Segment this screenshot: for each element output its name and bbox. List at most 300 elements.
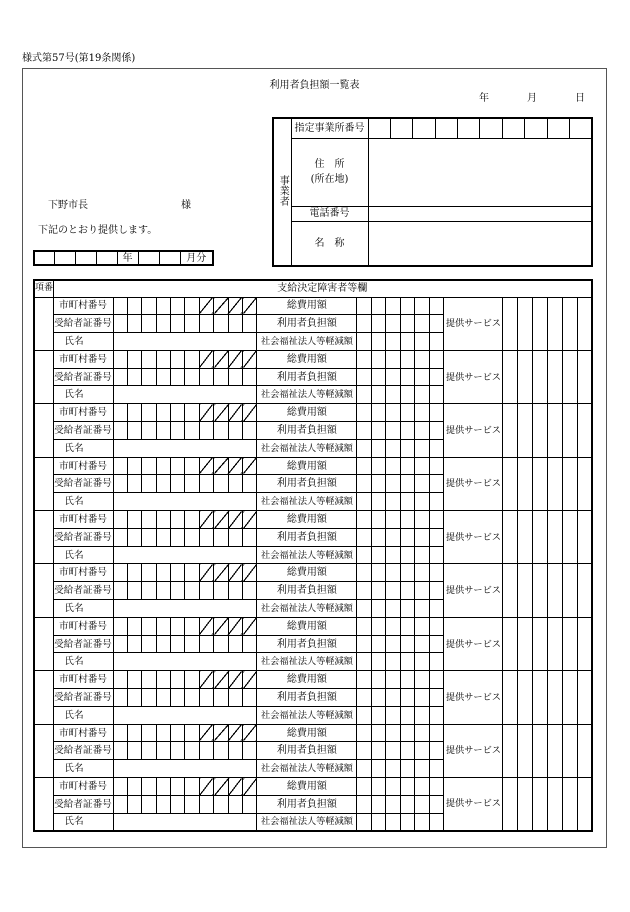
unused-slashed-box — [214, 617, 228, 635]
service-code-box — [562, 564, 577, 617]
recipient-digit-box — [156, 635, 170, 653]
reduction-digit-box — [357, 386, 372, 404]
service-code-box — [577, 617, 592, 670]
recipient-digit-box — [113, 795, 127, 813]
total-cost-digit-box — [429, 617, 444, 635]
municipality-digit-box — [156, 457, 170, 475]
recipient-digit-box — [228, 635, 242, 653]
municipality-digit-box — [185, 617, 199, 635]
municipality-digit-box — [171, 564, 185, 582]
name-value-box — [113, 760, 257, 778]
municipality-digit-box — [113, 297, 127, 315]
recipient-digit-box — [199, 582, 213, 600]
total-cost-digit-box — [371, 564, 386, 582]
total-cost-digit-box — [357, 297, 372, 315]
recipient-digit-box — [171, 742, 185, 760]
municipality-digit-box — [171, 297, 185, 315]
municipality-digit-box — [113, 617, 127, 635]
entry-group — [34, 297, 592, 350]
recipient-digit-box — [171, 689, 185, 707]
recipient-digit-box — [243, 315, 257, 333]
recipient-digit-box — [156, 422, 170, 440]
reduction-digit-box — [429, 333, 444, 351]
recipient-digit-box — [185, 422, 199, 440]
service-code-box — [503, 671, 518, 724]
addressee-name: 下野市長 — [48, 200, 88, 211]
municipality-digit-box — [171, 511, 185, 529]
total-cost-label: 総費用額 — [257, 671, 357, 689]
user-burden-digit-box — [400, 795, 415, 813]
total-cost-digit-box — [386, 617, 401, 635]
reduction-digit-box — [357, 760, 372, 778]
total-cost-digit-box — [371, 350, 386, 368]
addressee-honorific: 様 — [181, 200, 191, 211]
recipient-digit-box — [156, 689, 170, 707]
recipient-digit-box — [113, 315, 127, 333]
recipient-digit-box — [243, 475, 257, 493]
service-code-box — [533, 564, 548, 617]
reduction-digit-box — [371, 439, 386, 457]
user-burden-digit-box — [415, 315, 430, 333]
unused-slashed-box — [199, 511, 213, 529]
phone-value-box — [368, 206, 592, 221]
item-number-cell — [34, 617, 53, 670]
municipality-number-label: 市町村番号 — [53, 404, 113, 422]
reduction-digit-box — [429, 760, 444, 778]
recipient-number-label: 受給者証番号 — [53, 582, 113, 600]
statement-text: 下記のとおり提供します。 — [38, 225, 158, 236]
recipient-digit-box — [199, 422, 213, 440]
social-welfare-reduction-label: 社会福祉法人等軽減額 — [257, 813, 357, 831]
user-burden-digit-box — [415, 528, 430, 546]
municipality-digit-box — [113, 778, 127, 796]
service-code-box — [562, 297, 577, 350]
total-cost-digit-box — [429, 778, 444, 796]
entry-group — [34, 457, 592, 510]
reduction-digit-box — [415, 653, 430, 671]
municipality-digit-box — [142, 404, 156, 422]
service-code-box — [562, 617, 577, 670]
recipient-digit-box — [199, 795, 213, 813]
social-welfare-reduction-label: 社会福祉法人等軽減額 — [257, 706, 357, 724]
reduction-digit-box — [386, 653, 401, 671]
recipient-digit-box — [142, 742, 156, 760]
reduction-digit-box — [400, 600, 415, 618]
service-period-table — [33, 250, 214, 266]
recipient-digit-box — [113, 742, 127, 760]
header-row — [34, 280, 592, 297]
user-burden-digit-box — [415, 795, 430, 813]
reduction-digit-box — [400, 386, 415, 404]
recipient-digit-box — [171, 475, 185, 493]
user-burden-digit-box — [429, 582, 444, 600]
service-code-box — [503, 724, 518, 777]
user-burden-label: 利用者負担額 — [257, 689, 357, 707]
provider-name-label: 名 称 — [291, 221, 368, 266]
reduction-digit-box — [400, 333, 415, 351]
service-code-box — [577, 404, 592, 457]
total-cost-digit-box — [371, 511, 386, 529]
municipality-digit-box — [127, 778, 141, 796]
service-provided-label: 提供サービス — [444, 564, 503, 617]
unused-slashed-box — [228, 671, 242, 689]
reduction-digit-box — [386, 439, 401, 457]
period-year-digit-box — [76, 251, 97, 265]
total-cost-digit-box — [429, 671, 444, 689]
user-burden-digit-box — [371, 368, 386, 386]
recipient-digit-box — [171, 315, 185, 333]
service-code-box — [503, 617, 518, 670]
reduction-digit-box — [386, 600, 401, 618]
period-month-digit-box — [138, 251, 159, 265]
total-cost-digit-box — [429, 297, 444, 315]
recipient-digit-box — [142, 475, 156, 493]
unused-slashed-box — [214, 511, 228, 529]
user-burden-label: 利用者負担額 — [257, 315, 357, 333]
service-provided-label: 提供サービス — [444, 404, 503, 457]
item-number-cell — [34, 457, 53, 510]
user-burden-digit-box — [386, 689, 401, 707]
unused-slashed-box — [243, 671, 257, 689]
unused-slashed-box — [199, 404, 213, 422]
service-provided-label: 提供サービス — [444, 350, 503, 403]
name-label: 氏名 — [53, 706, 113, 724]
entry-row-municipality — [34, 564, 592, 582]
municipality-number-label: 市町村番号 — [53, 297, 113, 315]
municipality-digit-box — [156, 724, 170, 742]
service-code-box — [547, 724, 562, 777]
total-cost-digit-box — [386, 404, 401, 422]
reduction-digit-box — [371, 546, 386, 564]
total-cost-digit-box — [386, 511, 401, 529]
service-provided-label: 提供サービス — [444, 297, 503, 350]
date-year-label: 年 — [479, 93, 489, 104]
name-label: 氏名 — [53, 813, 113, 831]
unused-slashed-box — [199, 350, 213, 368]
unused-slashed-box — [243, 511, 257, 529]
total-cost-digit-box — [400, 350, 415, 368]
recipient-digit-box — [199, 315, 213, 333]
reduction-digit-box — [415, 333, 430, 351]
reduction-digit-box — [400, 706, 415, 724]
recipient-digit-box — [127, 528, 141, 546]
reduction-digit-box — [415, 439, 430, 457]
service-code-box — [547, 778, 562, 831]
unused-slashed-box — [228, 350, 242, 368]
service-code-box — [503, 511, 518, 564]
reduction-digit-box — [386, 706, 401, 724]
recipient-digit-box — [156, 315, 170, 333]
municipality-digit-box — [185, 778, 199, 796]
user-burden-label: 利用者負担額 — [257, 475, 357, 493]
service-code-box — [533, 350, 548, 403]
social-welfare-reduction-label: 社会福祉法人等軽減額 — [257, 333, 357, 351]
recipient-digit-box — [127, 315, 141, 333]
total-cost-digit-box — [400, 671, 415, 689]
reduction-digit-box — [357, 439, 372, 457]
unused-slashed-box — [228, 564, 242, 582]
municipality-digit-box — [171, 404, 185, 422]
municipality-number-label: 市町村番号 — [53, 564, 113, 582]
recipient-digit-box — [156, 528, 170, 546]
reduction-digit-box — [429, 546, 444, 564]
form-title: 利用者負担額一覧表 — [269, 80, 360, 91]
unused-slashed-box — [214, 778, 228, 796]
municipality-digit-box — [171, 671, 185, 689]
total-cost-label: 総費用額 — [257, 297, 357, 315]
name-label: 氏名 — [53, 760, 113, 778]
recipient-number-label: 受給者証番号 — [53, 422, 113, 440]
user-burden-digit-box — [415, 368, 430, 386]
service-code-box — [547, 350, 562, 403]
total-cost-digit-box — [429, 724, 444, 742]
municipality-digit-box — [127, 350, 141, 368]
service-code-box — [547, 564, 562, 617]
social-welfare-reduction-label: 社会福祉法人等軽減額 — [257, 600, 357, 618]
total-cost-digit-box — [357, 778, 372, 796]
name-label: 氏名 — [53, 493, 113, 511]
total-cost-digit-box — [357, 564, 372, 582]
recipient-digit-box — [214, 742, 228, 760]
total-cost-digit-box — [357, 617, 372, 635]
entry-group — [34, 404, 592, 457]
service-code-box — [562, 778, 577, 831]
user-burden-digit-box — [415, 635, 430, 653]
total-cost-digit-box — [400, 617, 415, 635]
total-cost-label: 総費用額 — [257, 617, 357, 635]
municipality-digit-box — [142, 457, 156, 475]
recipient-digit-box — [185, 689, 199, 707]
period-year-digit-box — [96, 251, 117, 265]
period-year-digit-box — [34, 251, 55, 265]
reduction-digit-box — [371, 706, 386, 724]
municipality-digit-box — [113, 350, 127, 368]
municipality-digit-box — [113, 724, 127, 742]
user-burden-digit-box — [400, 315, 415, 333]
name-label: 氏名 — [53, 653, 113, 671]
municipality-digit-box — [156, 350, 170, 368]
reduction-digit-box — [400, 493, 415, 511]
municipality-digit-box — [127, 617, 141, 635]
service-code-box — [503, 404, 518, 457]
service-code-box — [518, 297, 533, 350]
municipality-digit-box — [185, 350, 199, 368]
office-number-digit-box — [413, 118, 435, 138]
recipient-digit-box — [243, 528, 257, 546]
service-code-box — [518, 724, 533, 777]
service-code-box — [577, 511, 592, 564]
total-cost-digit-box — [371, 724, 386, 742]
total-cost-digit-box — [415, 617, 430, 635]
unused-slashed-box — [199, 671, 213, 689]
recipient-digit-box — [185, 475, 199, 493]
recipient-digit-box — [142, 582, 156, 600]
user-burden-digit-box — [386, 475, 401, 493]
reduction-digit-box — [400, 813, 415, 831]
total-cost-digit-box — [429, 564, 444, 582]
unused-slashed-box — [199, 778, 213, 796]
unused-slashed-box — [228, 457, 242, 475]
recipient-digit-box — [127, 475, 141, 493]
total-cost-digit-box — [415, 511, 430, 529]
recipient-digit-box — [127, 422, 141, 440]
user-burden-digit-box — [400, 368, 415, 386]
reduction-digit-box — [371, 653, 386, 671]
phone-row — [273, 206, 592, 221]
municipality-digit-box — [127, 457, 141, 475]
user-burden-digit-box — [357, 528, 372, 546]
recipient-digit-box — [127, 635, 141, 653]
service-code-box — [562, 457, 577, 510]
total-cost-digit-box — [371, 778, 386, 796]
name-label: 氏名 — [53, 546, 113, 564]
reduction-digit-box — [357, 493, 372, 511]
municipality-digit-box — [171, 617, 185, 635]
municipality-digit-box — [142, 778, 156, 796]
recipient-digit-box — [243, 422, 257, 440]
total-cost-digit-box — [357, 511, 372, 529]
recipient-digit-box — [113, 635, 127, 653]
total-cost-digit-box — [400, 778, 415, 796]
reduction-digit-box — [429, 600, 444, 618]
user-burden-digit-box — [386, 368, 401, 386]
recipient-digit-box — [228, 528, 242, 546]
office-number-label: 指定事業所番号 — [291, 118, 368, 138]
municipality-digit-box — [185, 671, 199, 689]
total-cost-digit-box — [415, 724, 430, 742]
total-cost-digit-box — [400, 511, 415, 529]
entry-row-municipality — [34, 778, 592, 796]
municipality-digit-box — [127, 724, 141, 742]
total-cost-digit-box — [386, 350, 401, 368]
user-burden-digit-box — [400, 528, 415, 546]
recipient-digit-box — [214, 315, 228, 333]
user-burden-label: 利用者負担額 — [257, 635, 357, 653]
name-value-box — [113, 333, 257, 351]
recipient-digit-box — [228, 742, 242, 760]
recipient-digit-box — [171, 582, 185, 600]
user-burden-digit-box — [415, 742, 430, 760]
user-burden-digit-box — [415, 475, 430, 493]
recipient-digit-box — [243, 742, 257, 760]
total-cost-digit-box — [357, 350, 372, 368]
service-period-row — [34, 251, 213, 265]
service-code-box — [503, 778, 518, 831]
reduction-digit-box — [386, 386, 401, 404]
reduction-digit-box — [429, 439, 444, 457]
total-cost-digit-box — [386, 724, 401, 742]
reduction-digit-box — [415, 493, 430, 511]
municipality-digit-box — [171, 778, 185, 796]
phone-label: 電話番号 — [291, 206, 368, 221]
recipient-digit-box — [185, 528, 199, 546]
recipient-digit-box — [214, 635, 228, 653]
user-burden-digit-box — [357, 368, 372, 386]
name-label: 氏名 — [53, 386, 113, 404]
user-burden-digit-box — [429, 635, 444, 653]
user-burden-digit-box — [400, 689, 415, 707]
municipality-digit-box — [113, 404, 127, 422]
social-welfare-reduction-label: 社会福祉法人等軽減額 — [257, 386, 357, 404]
period-month-label: 月分 — [180, 251, 213, 265]
municipality-digit-box — [156, 671, 170, 689]
recipient-digit-box — [199, 742, 213, 760]
recipient-digit-box — [171, 528, 185, 546]
item-number-cell — [34, 350, 53, 403]
total-cost-digit-box — [400, 724, 415, 742]
office-number-digit-box — [480, 118, 502, 138]
recipient-digit-box — [199, 368, 213, 386]
recipient-digit-box — [142, 422, 156, 440]
municipality-digit-box — [171, 457, 185, 475]
recipient-digit-box — [113, 528, 127, 546]
reduction-digit-box — [357, 813, 372, 831]
user-burden-digit-box — [400, 475, 415, 493]
unused-slashed-box — [243, 617, 257, 635]
service-code-box — [562, 350, 577, 403]
recipient-digit-box — [113, 368, 127, 386]
recipient-digit-box — [142, 795, 156, 813]
entry-group — [34, 350, 592, 403]
recipient-digit-box — [214, 582, 228, 600]
entry-row-municipality — [34, 511, 592, 529]
recipient-digit-box — [228, 422, 242, 440]
user-burden-digit-box — [429, 528, 444, 546]
recipient-digit-box — [185, 635, 199, 653]
item-number-header: 項番 — [34, 280, 53, 297]
user-burden-digit-box — [386, 582, 401, 600]
reduction-digit-box — [429, 706, 444, 724]
user-burden-digit-box — [400, 422, 415, 440]
recipient-digit-box — [228, 315, 242, 333]
recipient-digit-box — [171, 635, 185, 653]
recipient-digit-box — [185, 742, 199, 760]
total-cost-digit-box — [386, 564, 401, 582]
service-code-box — [547, 297, 562, 350]
user-burden-digit-box — [357, 635, 372, 653]
user-burden-digit-box — [386, 315, 401, 333]
municipality-digit-box — [156, 617, 170, 635]
recipient-number-label: 受給者証番号 — [53, 689, 113, 707]
reduction-digit-box — [400, 546, 415, 564]
entry-row-municipality — [34, 617, 592, 635]
social-welfare-reduction-label: 社会福祉法人等軽減額 — [257, 493, 357, 511]
municipality-digit-box — [142, 350, 156, 368]
recipient-digit-box — [113, 475, 127, 493]
entry-group — [34, 617, 592, 670]
reduction-digit-box — [386, 760, 401, 778]
service-code-box — [547, 511, 562, 564]
unused-slashed-box — [243, 724, 257, 742]
reduction-digit-box — [400, 760, 415, 778]
unused-slashed-box — [243, 457, 257, 475]
service-code-box — [562, 724, 577, 777]
reduction-digit-box — [371, 493, 386, 511]
unused-slashed-box — [243, 778, 257, 796]
recipient-digit-box — [127, 689, 141, 707]
recipient-digit-box — [243, 582, 257, 600]
service-code-box — [533, 671, 548, 724]
unused-slashed-box — [228, 511, 242, 529]
total-cost-digit-box — [386, 778, 401, 796]
municipality-number-label: 市町村番号 — [53, 617, 113, 635]
provider-name-row — [273, 221, 592, 266]
total-cost-label: 総費用額 — [257, 564, 357, 582]
recipient-digit-box — [185, 582, 199, 600]
provider-info-table — [272, 117, 593, 267]
user-burden-digit-box — [386, 635, 401, 653]
reduction-digit-box — [415, 386, 430, 404]
